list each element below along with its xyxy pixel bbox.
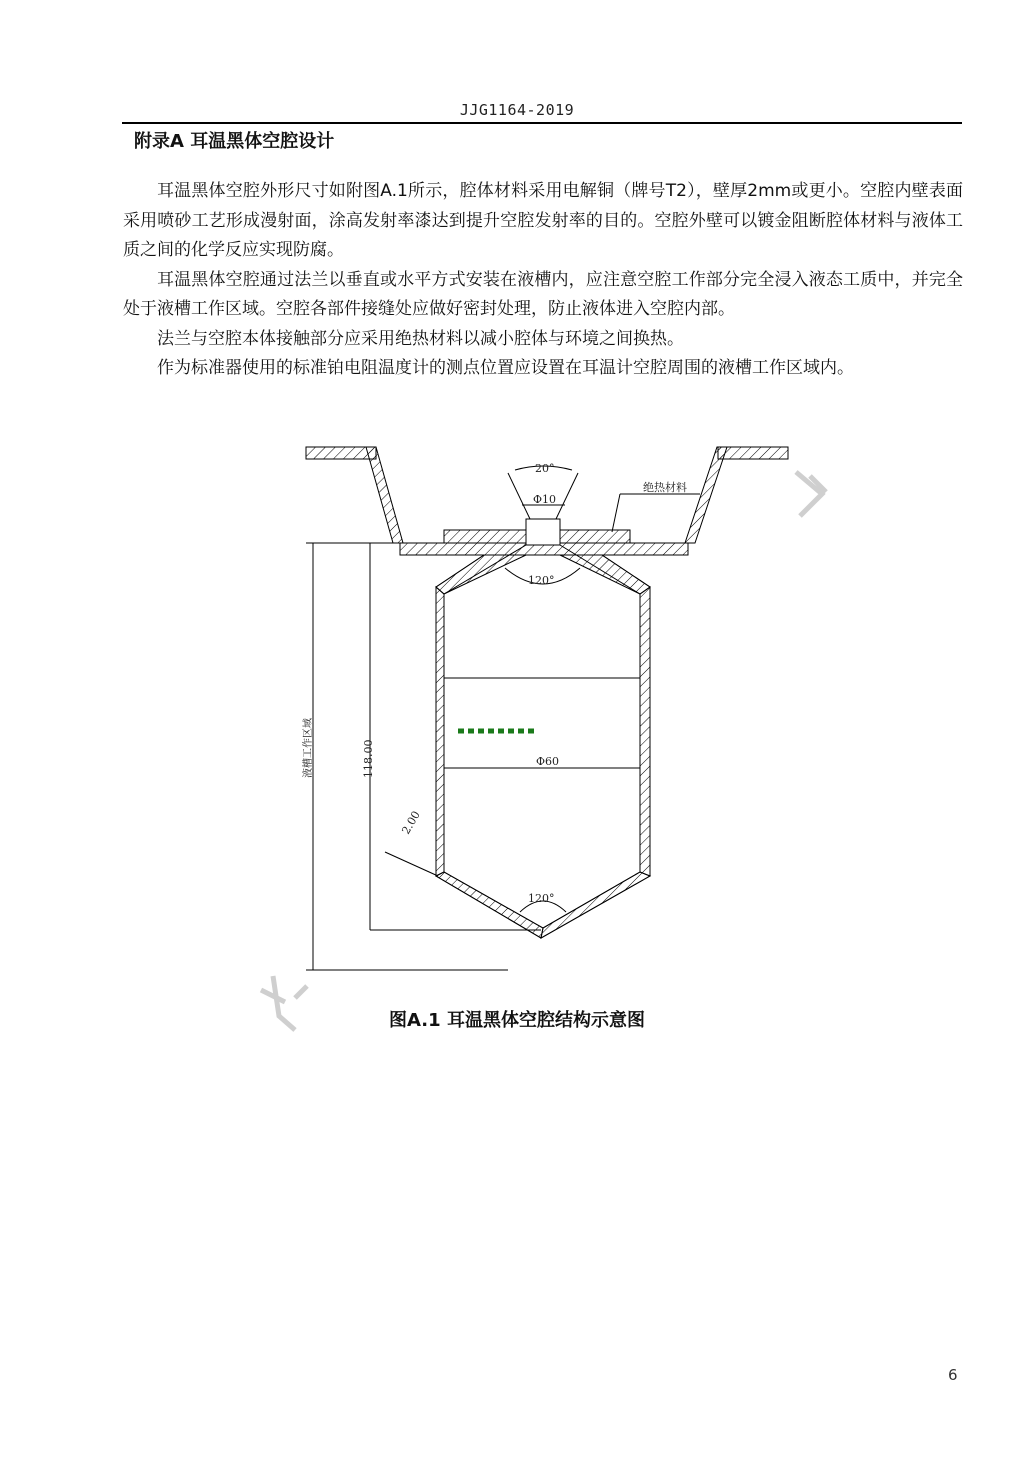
cavity-outer-wall bbox=[436, 555, 650, 938]
body-text bbox=[123, 177, 963, 384]
bath-wall-right bbox=[685, 447, 727, 543]
lower-cone-angle-label: 120° bbox=[528, 892, 555, 905]
cavity-drawing bbox=[230, 430, 850, 1005]
page-number: 6 bbox=[948, 1366, 958, 1384]
paragraph: 耳温黑体空腔通过法兰以垂直或水平方式安装在液槽内，应注意空腔工作部分完全浸入液态工质中，并完全处于液槽工作区域。空腔各部件接缝处应做好密封处理，防止液体进入空腔内部。 bbox=[123, 269, 963, 319]
paragraph: 作为标准器使用的标准铂电阻温度计的测点位置应设置在耳温计空腔周围的液槽工作区域内。 bbox=[157, 358, 854, 378]
paragraph: 法兰与空腔本体接触部分应采用绝热材料以减小腔体与环境之间换热。 bbox=[157, 328, 684, 349]
paragraph: 耳温黑体空腔外形尺寸如附图A.1所示，腔体材料采用电解铜（牌号T2），壁厚2mm或更小。空腔内壁表面采用喷砂工艺形成漫射面，涂高发射率漆达到提升空腔发射率的目的。空腔外壁可以镀金阻断腔体材料与液体工质之间的化学反应实现防腐。 bbox=[123, 181, 963, 260]
bath-rim-left bbox=[306, 447, 376, 459]
header-rule bbox=[122, 122, 962, 124]
body-diameter-label: Φ60 bbox=[536, 755, 560, 768]
length-label: 118.00 bbox=[362, 739, 375, 778]
standard-code: JJG1164-2019 bbox=[459, 101, 575, 119]
bath-rim-right bbox=[718, 447, 788, 459]
upper-cone-angle-label: 120° bbox=[528, 574, 555, 587]
blackbody-cavity-figure bbox=[230, 430, 850, 1005]
watermark-mark bbox=[792, 468, 832, 520]
appendix-title: 附录A 耳温黑体空腔设计 bbox=[134, 131, 335, 152]
top-angle-label: 20° bbox=[535, 462, 555, 475]
work-zone-label: 液槽工作区域 bbox=[303, 718, 314, 778]
bath-wall-left bbox=[366, 447, 403, 543]
insulation-label: 绝热材料 bbox=[643, 481, 687, 494]
cavity-inner-wall bbox=[444, 545, 640, 928]
aperture-diameter-label: Φ10 bbox=[533, 493, 557, 506]
wall-thickness-label: 2.00 bbox=[399, 808, 423, 837]
figure-caption: 图A.1 耳温黑体空腔结构示意图 bbox=[389, 1010, 645, 1031]
aperture-opening bbox=[526, 519, 560, 545]
